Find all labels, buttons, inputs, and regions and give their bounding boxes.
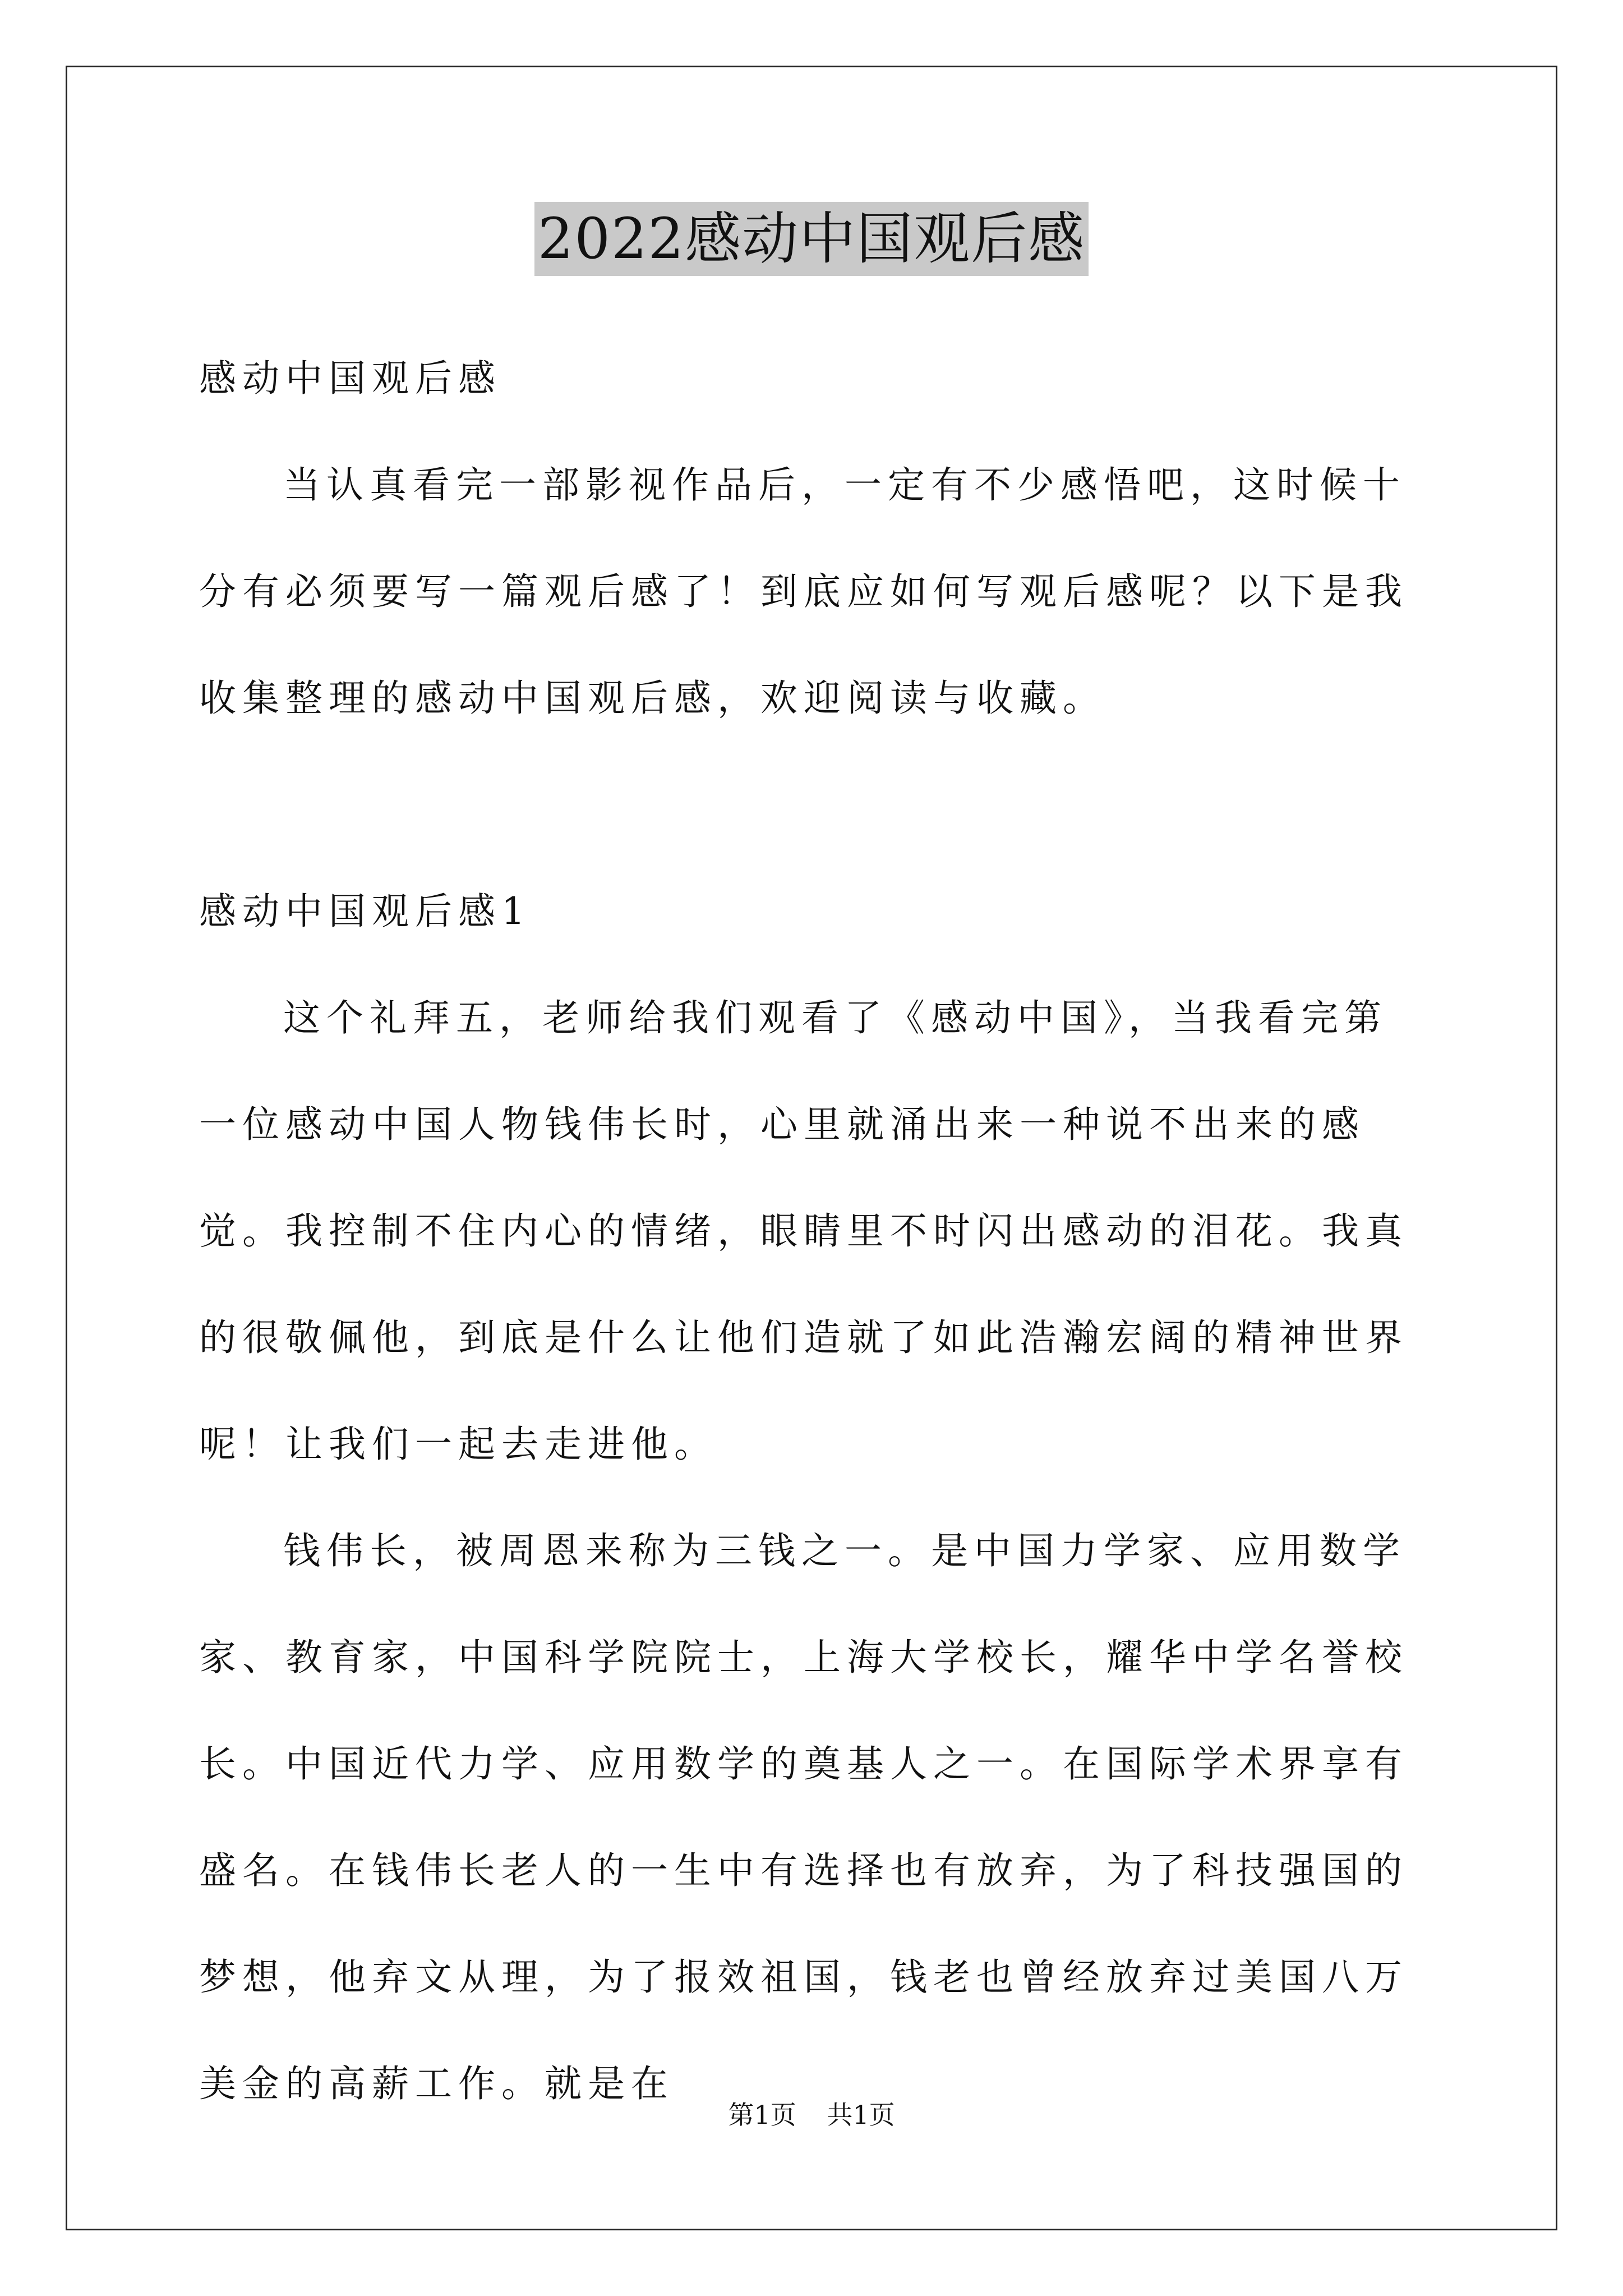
intro-paragraph: 当认真看完一部影视作品后，一定有不少感悟吧，这时候十分有必须要写一篇观后感了！到底应如何写观后感呢？以下是我收集整理的感动中国观后感，欢迎阅读与收藏。 <box>199 463 1408 720</box>
document-title: 2022感动中国观后感 <box>534 202 1089 276</box>
document-body <box>199 325 1427 2137</box>
page-total: 共1页 <box>827 2100 895 2130</box>
document-title-wrapper <box>0 202 1623 276</box>
body-paragraph-1: 这个礼拜五，老师给我们观看了《感动中国》，当我看完第一位感动中国人物钱伟长时，心里就涌出来一种说不出来的感觉。我控制不住内心的情绪，眼睛里不时闪出感动的泪花。我真的很敬佩他，到底是什么让他们造就了如此浩瀚宏阔的精神世界呢！让我们一起去走进他。 <box>199 996 1408 1466</box>
section-heading-1: 感动中国观后感1 <box>199 890 531 933</box>
section-spacer <box>199 752 1427 858</box>
page-number: 第1页 <box>728 2100 796 2130</box>
page-footer <box>0 2098 1623 2132</box>
section-heading-intro: 感动中国观后感 <box>199 357 501 400</box>
body-paragraph-2: 钱伟长，被周恩来称为三钱之一。是中国力学家、应用数学家、教育家，中国科学院院士，上海大学校长，耀华中学名誉校长。中国近代力学、应用数学的奠基人之一。在国际学术界享有盛名。在钱伟长老人的一生中有选择也有放弃，为了科技强国的梦想，他弃文从理，为了报效祖国，钱老也曾经放弃过美国八万美金的高薪工作。就是在 <box>199 1529 1408 2105</box>
